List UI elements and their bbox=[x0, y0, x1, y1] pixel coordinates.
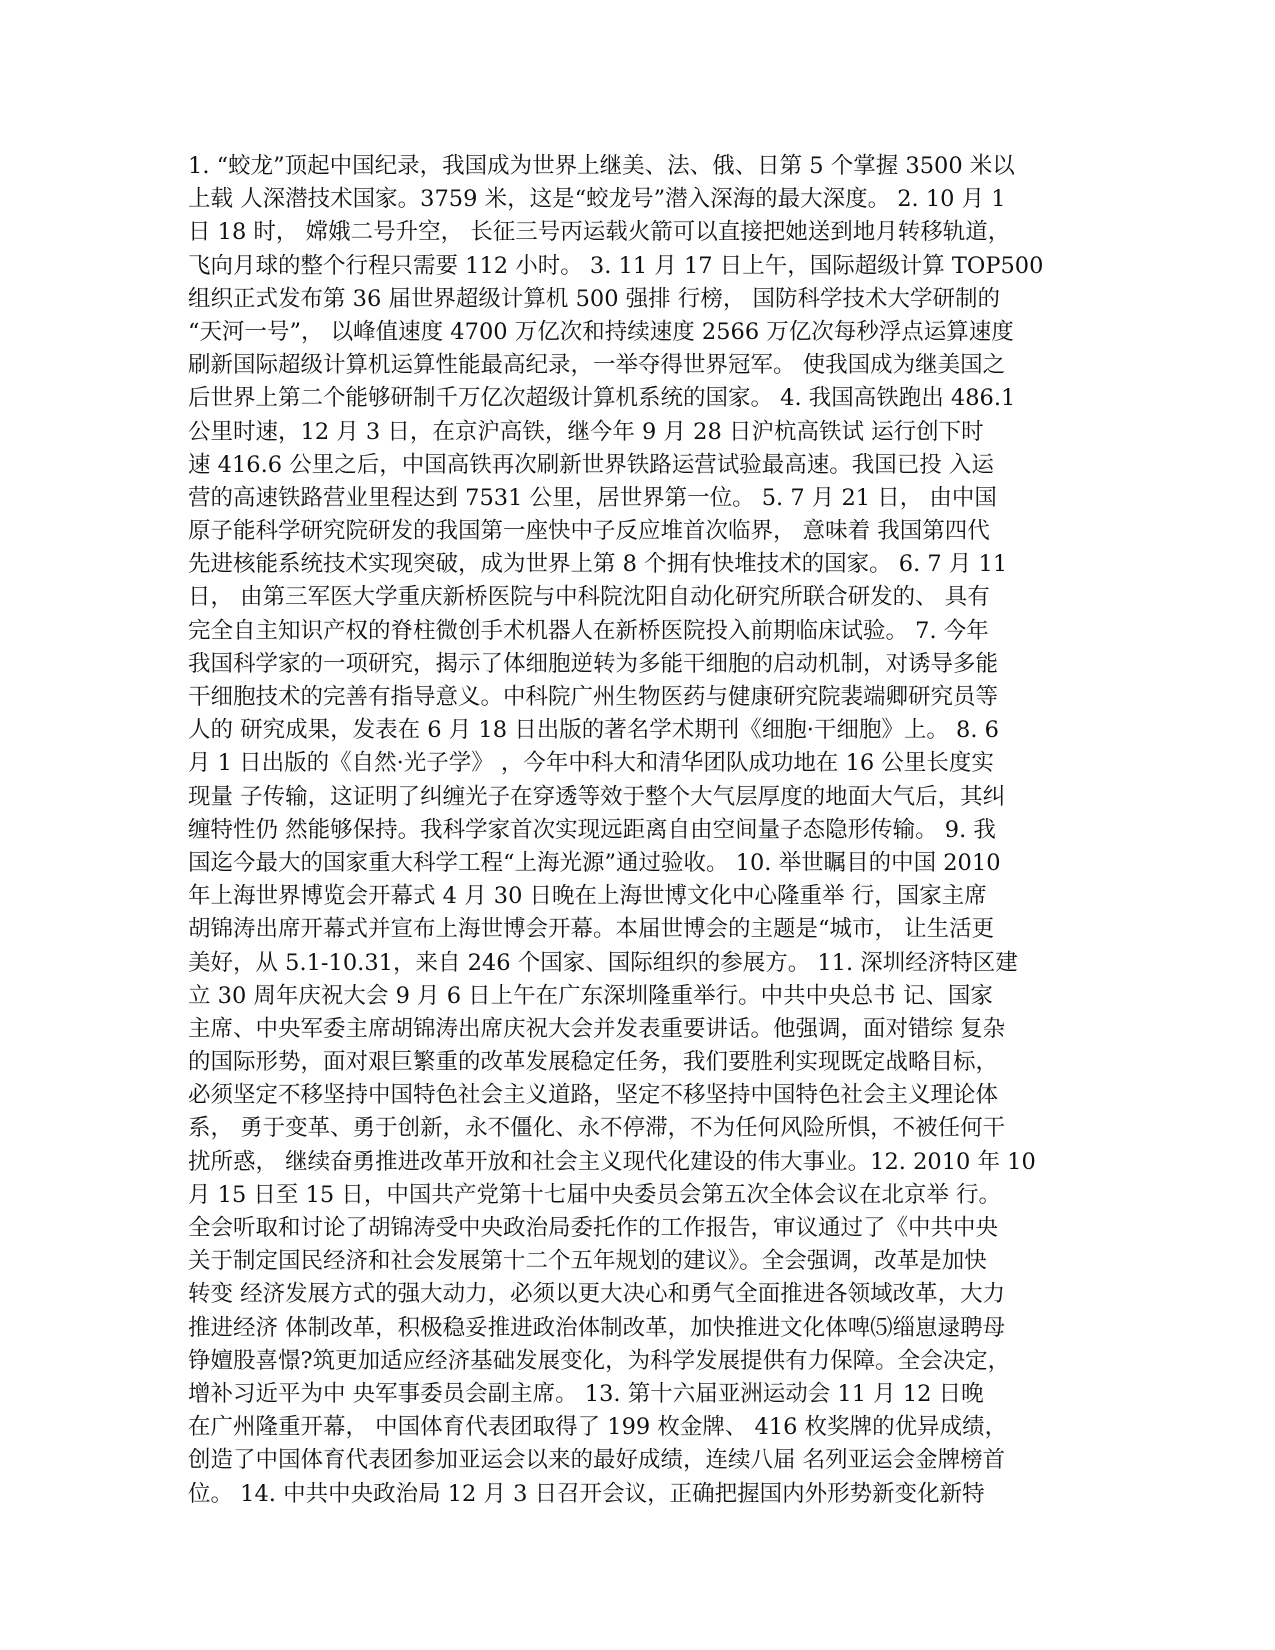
text-line: 系， 勇于变革、勇于创新，永不僵化、永不停滞，不为任何风险所惧，不被任何干 bbox=[188, 1115, 1006, 1142]
text-line: 上载 人深潜技术国家。3759 米，这是“蛟龙号”潜入深海的最大深度。 2. 10 月 1 bbox=[188, 186, 1006, 213]
text-line: 的国际形势，面对艰巨繁重的改革发展稳定任务，我们要胜利实现既定战略目标， bbox=[188, 1049, 999, 1076]
text-line: 组织正式发布第 36 届世界超级计算机 500 强排 行榜， 国防科学技术大学研制的 bbox=[188, 285, 1000, 312]
text-line: 后世界上第二个能够研制千万亿次超级计算机系统的国家。 4. 我国高铁跑出 486.1 bbox=[188, 385, 1016, 412]
text-line: 我国科学家的一项研究，揭示了体细胞逆转为多能干细胞的启动机制，对诱导多能 bbox=[188, 650, 999, 677]
text-line: 主席、中央军委主席胡锦涛出席庆祝大会并发表重要讲话。他强调，面对错综 复杂 bbox=[188, 1015, 1006, 1042]
text-line: 公里时速，12 月 3 日，在京沪高铁，继今年 9 月 28 日沪杭高铁试 运行创下时 bbox=[188, 418, 984, 445]
text-line: 现量 子传输，这证明了纠缠光子在穿透等效于整个大气层厚度的地面大气后，其纠 bbox=[188, 783, 1006, 810]
text-line: 速 416.6 公里之后，中国高铁再次刷新世界铁路运营试验最高速。我国已投 入运 bbox=[188, 451, 994, 478]
text-line: 在广州隆重开幕， 中国体育代表团取得了 199 枚金牌、 416 枚奖牌的优异成绩， bbox=[188, 1414, 1008, 1441]
text-line: “天河一号”， 以峰值速度 4700 万亿次和持续速度 2566 万亿次每秒浮点运算速度 bbox=[188, 318, 1014, 345]
text-line: 扰所惑， 继续奋勇推进改革开放和社会主义现代化建设的伟大事业。12. 2010 年 10 bbox=[188, 1148, 1036, 1175]
text-line: 立 30 周年庆祝大会 9 月 6 日上午在广东深圳隆重举行。中共中央总书 记、国家 bbox=[188, 982, 993, 1009]
text-line: 完全自主知识产权的脊柱微创手术机器人在新桥医院投入前期临床试验。 7. 今年 bbox=[188, 617, 989, 644]
text-line: 推进经济 体制改革，积极稳妥推进政治体制改革，加快推进文化体啤⑸缁崽逯聘母 bbox=[188, 1314, 1006, 1341]
text-line: 全会听取和讨论了胡锦涛受中央政治局委托作的工作报告，审议通过了《中共中央 bbox=[188, 1215, 999, 1241]
text-line: 月 15 日至 15 日，中国共产党第十七届中央委员会第五次全体会议在北京举 行。 bbox=[188, 1181, 1002, 1208]
text-line: 原子能科学研究院研发的我国第一座快中子反应堆首次临界， 意味着 我国第四代 bbox=[188, 518, 990, 545]
text-line: 创造了中国体育代表团参加亚运会以来的最好成绩，连续八届 名列亚运会金牌榜首 bbox=[188, 1447, 1006, 1474]
text-line: 日 18 时， 嫦娥二号升空， 长征三号丙运载火箭可以直接把她送到地月转移轨道， bbox=[188, 219, 1011, 246]
text-line: 干细胞技术的完善有指导意义。中科院广州生物医药与健康研究院裴端卿研究员等 bbox=[188, 684, 999, 710]
text-line: 胡锦涛出席开幕式并宣布上海世博会开幕。本届世博会的主题是“城市， 让生活更 bbox=[188, 916, 995, 943]
document-body-text bbox=[188, 150, 1088, 1511]
text-line: 先进核能系统技术实现突破，成为世界上第 8 个拥有快堆技术的国家。 6. 7 月 11 bbox=[188, 551, 1008, 578]
text-line: 关于制定国民经济和社会发展第十二个五年规划的建议》。全会强调，改革是加快 bbox=[188, 1248, 987, 1275]
text-line: 铮嬗股喜憬?筑更加适应经济基础发展变化，为科学发展提供有力保障。全会决定， bbox=[188, 1347, 1011, 1374]
text-line: 刷新国际超级计算机运算性能最高纪录，一举夺得世界冠军。 使我国成为继美国之 bbox=[188, 352, 1006, 379]
text-line: 位。 14. 中共中央政治局 12 月 3 日召开会议，正确把握国内外形势新变化新特 bbox=[188, 1480, 985, 1507]
text-line: 缠特性仍 然能够保持。我科学家首次实现远距离自由空间量子态隐形传输。 9. 我 bbox=[188, 816, 996, 843]
text-line: 转变 经济发展方式的强大动力，必须以更大决心和勇气全面推进各领域改革，大力 bbox=[188, 1281, 1006, 1308]
text-line: 美好，从 5.1-10.31，来自 246 个国家、国际组织的参展方。 11. 深圳经济特区建 bbox=[188, 949, 1018, 976]
text-line: 1. “蛟龙”顶起中国纪录，我国成为世界上继美、法、俄、日第 5 个掌握 3500 米以 bbox=[188, 153, 1015, 179]
text-line: 营的高速铁路营业里程达到 7531 公里，居世界第一位。 5. 7 月 21 日， 由中国 bbox=[188, 484, 997, 511]
text-line: 必须坚定不移坚持中国特色社会主义道路，坚定不移坚持中国特色社会主义理论体 bbox=[188, 1082, 999, 1109]
text-line: 国迄今最大的国家重大科学工程“上海光源”通过验收。 10. 举世瞩目的中国 2010 bbox=[188, 849, 1001, 876]
text-line: 日， 由第三军医大学重庆新桥医院与中科院沈阳自动化研究所联合研发的、 具有 bbox=[188, 584, 990, 611]
text-line: 人的 研究成果，发表在 6 月 18 日出版的著名学术期刊《细胞·干细胞》上。 8. 6 bbox=[188, 717, 999, 744]
text-line: 年上海世界博览会开幕式 4 月 30 日晚在上海世博文化中心隆重举 行，国家主席 bbox=[188, 883, 987, 910]
text-line: 增补习近平为中 央军事委员会副主席。 13. 第十六届亚洲运动会 11 月 12 日晚 bbox=[188, 1380, 984, 1407]
text-line: 飞向月球的整个行程只需要 112 小时。 3. 11 月 17 日上午，国际超级计算 TOP500 bbox=[188, 252, 1044, 279]
text-line: 月 1 日出版的《自然·光子学》 ，今年中科大和清华团队成功地在 16 公里长度实 bbox=[188, 750, 994, 777]
